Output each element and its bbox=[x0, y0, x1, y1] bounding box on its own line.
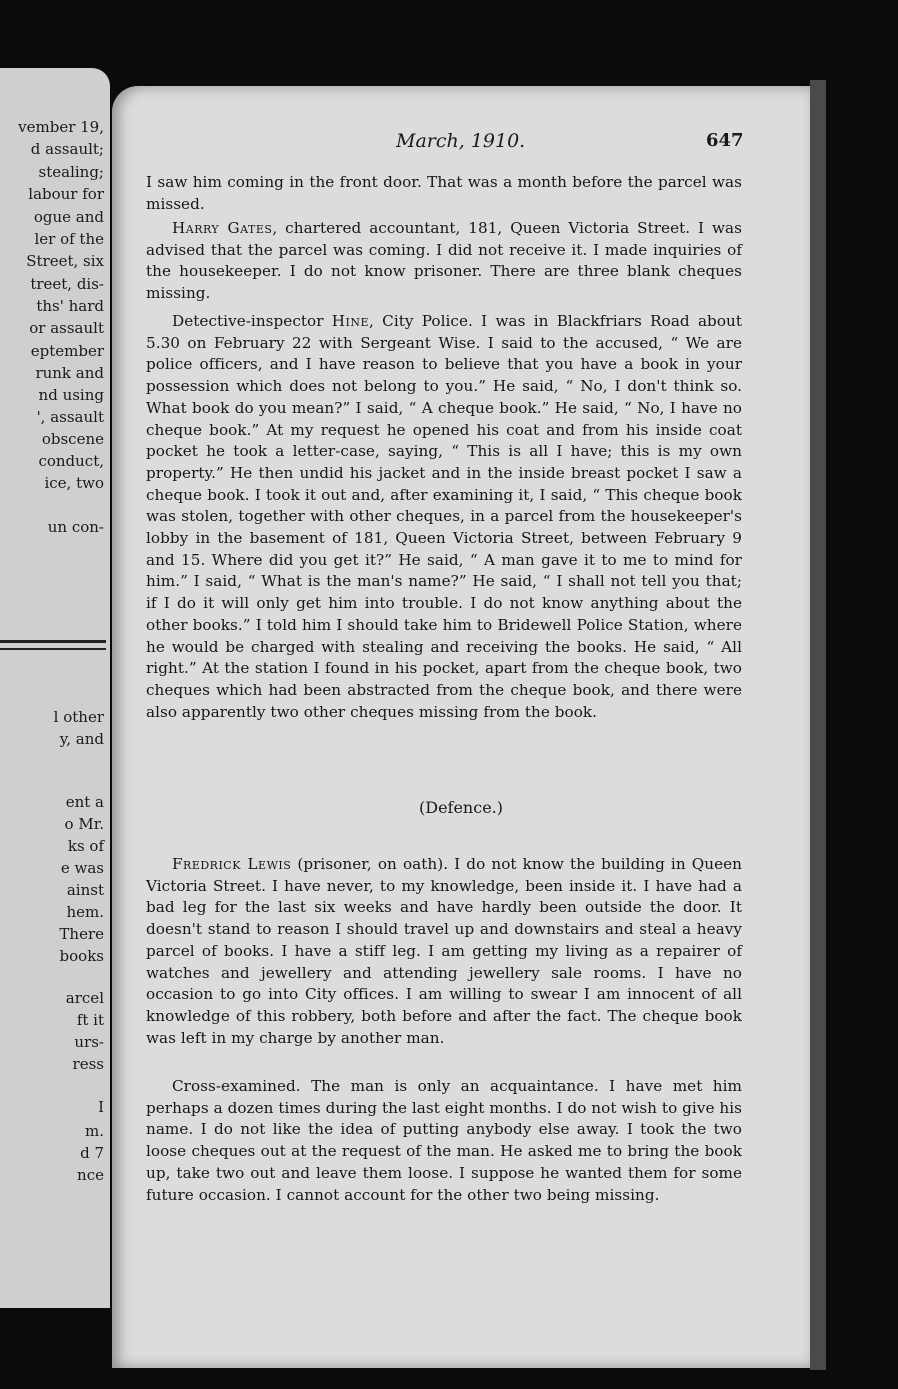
section-rule bbox=[0, 648, 106, 650]
left-page-text-fragment: d 7 bbox=[80, 1144, 104, 1162]
left-page-text-fragment: ress bbox=[72, 1055, 104, 1073]
left-page-text-fragment: arcel bbox=[65, 989, 104, 1007]
section-rule bbox=[0, 640, 106, 643]
left-page-text-fragment: un con- bbox=[47, 518, 104, 536]
page-edge bbox=[810, 80, 826, 1370]
left-page-text-fragment: ent a bbox=[65, 793, 104, 811]
left-page-text-fragment: conduct, bbox=[38, 452, 104, 470]
left-page-text-fragment: ice, two bbox=[44, 474, 104, 492]
left-page-text-fragment: hem. bbox=[66, 903, 104, 921]
paragraph-inspector-hine: Detective-inspector Hine, City Police. I was in Blackfriars Road about 5.30 on February 22 with Sergeant Wise. I said to the accused, “ We are police officers, and I have reason to believe that you have a book in your possession which does not belong to you.” He said, “ No, I don't think so. What book do you mean?” I said, “ A cheque book.” He said, “ No, I have no cheque book.” At my request he opened his coat and from his inside coat pocket he took a letter-case, saying, “ This is all I have; this is my own property.” He then undid his jacket and in the inside breast pocket I saw a cheque book. I took it out and, after examining it, I said, “ This cheque book was stolen, together with other cheques, in a parcel from the housekeeper's lobby in the basement of 181, Queen Victoria Street, between February 9 and 15. Where did you get it?” He said, “ A man gave it to me to mind for him.” I said, “ What is the man's name?” He said, “ I shall not tell you that; if I do it will only get him into trouble. I do not know anything about the other books.” I told him I should take him to Bridewell Police Station, where he would be charged with stealing and receiving the books. He said, “ All right.” At the station I found in his pocket, apart from the cheque book, two cheques which had been abstracted from the cheque book, and there were also apparently two other cheques missing from the book. bbox=[146, 312, 742, 721]
paragraph-cross-examined: Cross-examined. The man is only an acquaintance. I have met him perhaps a dozen times during the last eight months. I do not wish to give his name. I do not like the idea of putting anybody else away. I took the two loose cheques out at the request of the man. He asked me to bring the book up, take two out and leave them loose. I suppose he wanted them for some future occasion. I cannot account for the other two being missing. bbox=[146, 1077, 742, 1204]
left-page-text-fragment: eptember bbox=[30, 342, 104, 360]
page-number: 647 bbox=[706, 130, 744, 151]
left-page-text-fragment: ks of bbox=[67, 837, 104, 855]
paragraph-harry-gates: Harry Gates, chartered accountant, 181, Queen Victoria Street. I was advised that the parcel was coming. I did not receive it. I made inquiries of the housekeeper. I do not know prisoner. There are three blank cheques missing. bbox=[146, 219, 742, 303]
left-page-text-fragment: labour for bbox=[28, 185, 104, 203]
paragraph-witness-note: I saw him coming in the front door. That was a month before the parcel was missed. bbox=[146, 173, 742, 213]
section-heading-defence: (Defence.) bbox=[419, 798, 503, 817]
left-page-text-fragment: stealing; bbox=[38, 163, 104, 181]
left-page-text-fragment: ler of the bbox=[34, 230, 104, 248]
left-page-text-fragment: ft it bbox=[76, 1011, 104, 1029]
left-page-text-fragment: e was bbox=[60, 859, 104, 877]
left-page-text-fragment: m. bbox=[85, 1122, 104, 1140]
witness-name: Hine bbox=[331, 312, 370, 330]
left-facing-page bbox=[0, 68, 110, 1308]
left-page-text-fragment: vember 19, bbox=[18, 118, 104, 136]
left-page-text-fragment: ths' hard bbox=[36, 297, 104, 315]
left-page-text-fragment: books bbox=[59, 947, 104, 965]
left-page-text-fragment: nd using bbox=[38, 386, 104, 404]
left-page-text-fragment: treet, dis- bbox=[30, 275, 104, 293]
left-page-text-fragment: ogue and bbox=[33, 208, 104, 226]
left-page-text-fragment: There bbox=[59, 925, 104, 943]
prisoner-name: Fredrick Lewis bbox=[172, 855, 292, 873]
left-page-text-fragment: ainst bbox=[66, 881, 104, 899]
witness-name: Harry Gates bbox=[172, 219, 273, 237]
left-page-text-fragment: obscene bbox=[41, 430, 104, 448]
left-page-text-fragment: nce bbox=[77, 1166, 104, 1184]
left-page-text-fragment: urs- bbox=[74, 1033, 104, 1051]
left-page-text-fragment: d assault; bbox=[30, 140, 104, 158]
left-page-text-fragment: o Mr. bbox=[64, 815, 104, 833]
paragraph-fredrick-lewis: Fredrick Lewis (prisoner, on oath). I do not know the building in Queen Victoria Street. I have never, to my knowledge, been inside it. I have had a bad leg for the last six weeks and have hardly been outside the door. It doesn't stand to reason I should travel up and downstairs and steal a heavy parcel of books. I have a stiff leg. I am getting my living as a repairer of watches and jewellery and attending jewellery sale rooms. I have no occasion to go into City offices. I am willing to swear I am innocent of all knowledge of this robbery, both before and after the fact. The cheque book was left in my charge by another man. bbox=[146, 855, 742, 1047]
running-head: March, 1910. bbox=[396, 130, 526, 152]
left-page-text-fragment: l other bbox=[53, 708, 104, 726]
left-page-text-fragment: I bbox=[98, 1098, 104, 1116]
left-page-text-fragment: y, and bbox=[59, 730, 104, 748]
left-page-text-fragment: ', assault bbox=[36, 408, 104, 426]
book-page bbox=[112, 86, 810, 1368]
left-page-text-fragment: runk and bbox=[35, 364, 104, 382]
left-page-text-fragment: or assault bbox=[29, 319, 104, 337]
page-header bbox=[112, 130, 810, 154]
left-page-text-fragment: Street, six bbox=[26, 252, 104, 270]
